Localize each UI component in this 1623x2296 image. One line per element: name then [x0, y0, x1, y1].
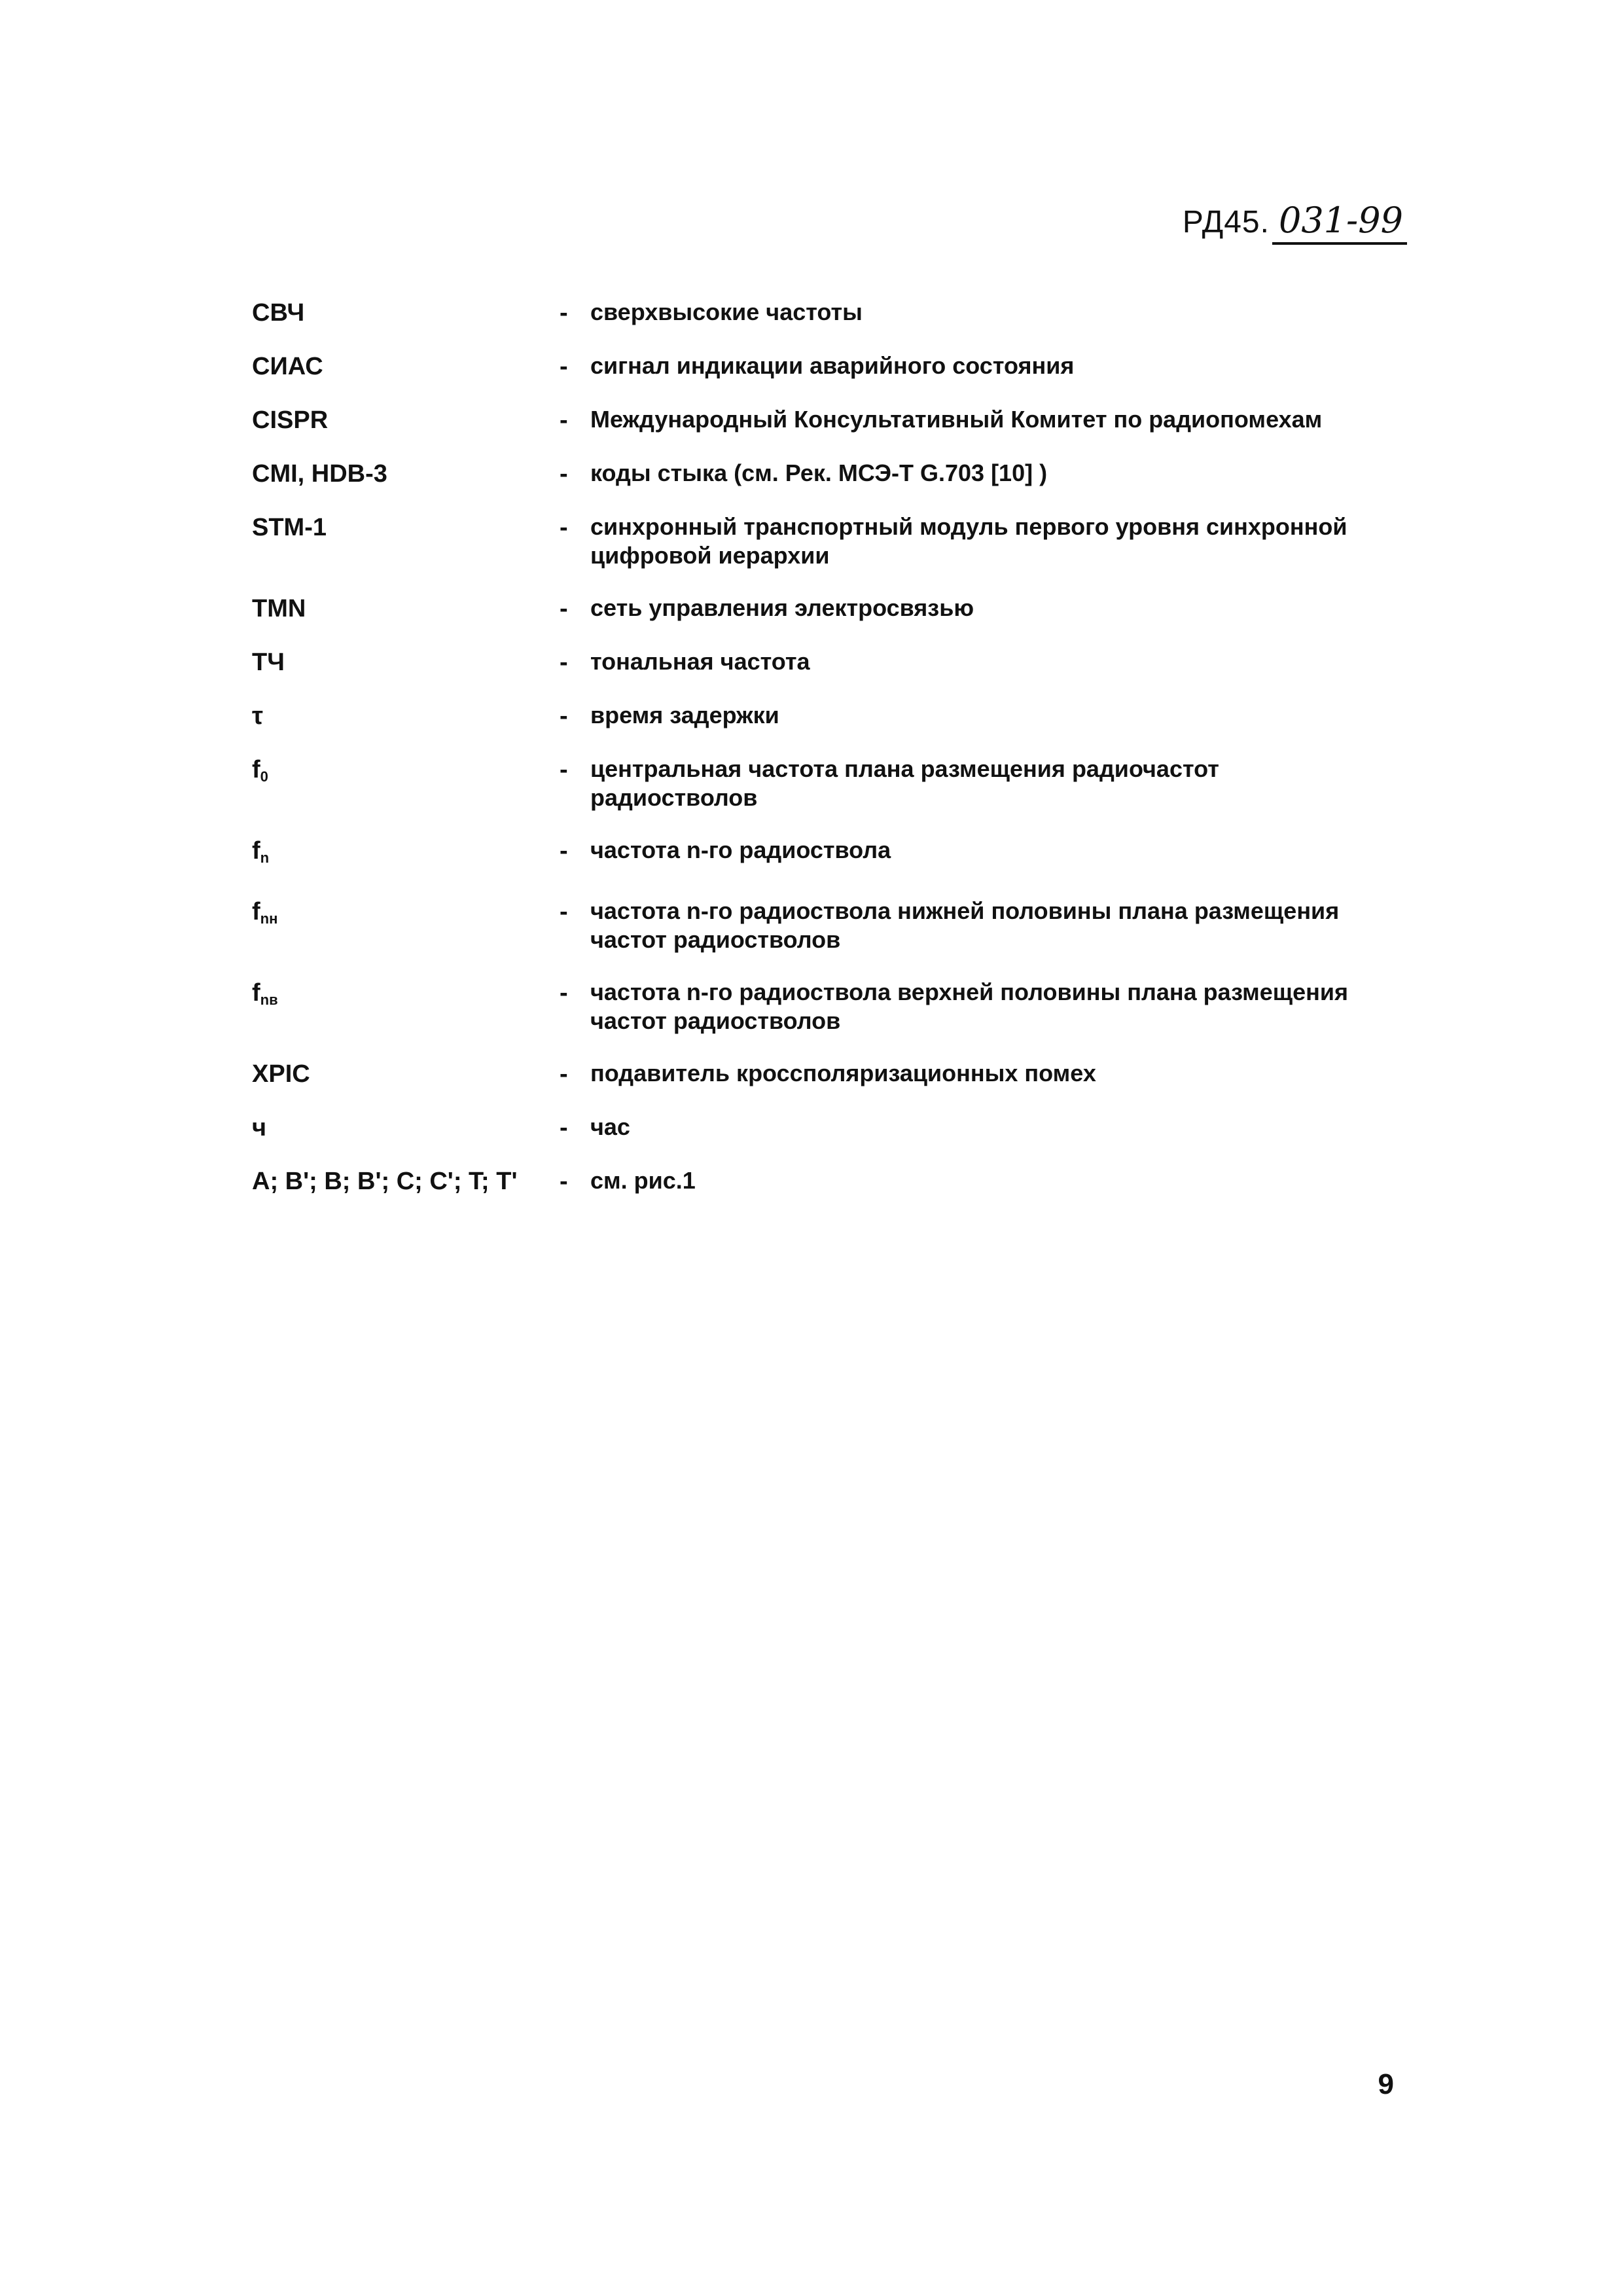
abbreviation-dash: -	[560, 595, 568, 622]
abbreviation-row	[252, 1166, 1378, 1196]
abbreviation-definition: центральная частота плана размещения радиочастот радиостволов	[590, 755, 1219, 811]
abbreviation-dash: -	[560, 299, 568, 327]
abbreviation-row	[252, 755, 1378, 812]
abbreviation-term: TMN	[252, 595, 306, 622]
page-number: 9	[1378, 2068, 1394, 2100]
term-symbol: f	[252, 837, 260, 865]
abbreviation-definition: коды стыка (см. Рек. МСЭ-Т G.703 [10] )	[590, 459, 1048, 486]
term-subscript: n	[260, 850, 270, 866]
abbreviation-dash: -	[560, 460, 568, 488]
abbreviation-definition: частота n-го радиоствола верхней половины плана размещения частот радиостволов	[590, 978, 1349, 1034]
abbreviation-row	[252, 351, 1378, 382]
abbreviation-row	[252, 405, 1378, 435]
term-symbol: f	[252, 979, 260, 1007]
abbreviation-definition: подавитель кроссполяризационных помех	[590, 1060, 1096, 1086]
abbreviation-definition: сеть управления электросвязью	[590, 594, 974, 621]
abbreviation-term: СВЧ	[252, 299, 305, 327]
abbreviation-row	[252, 459, 1378, 489]
abbreviation-row	[252, 594, 1378, 624]
abbreviation-row	[252, 298, 1378, 328]
abbreviation-row	[252, 897, 1378, 954]
abbreviation-definition: частота n-го радиоствола	[590, 836, 891, 863]
abbreviation-definition: Международный Консультативный Комитет по радиопомехам	[590, 406, 1323, 433]
abbreviation-row	[252, 512, 1378, 570]
abbreviation-definition: частота n-го радиоствола нижней половины плана размещения частот радиостволов	[590, 897, 1340, 953]
abbreviation-dash: -	[560, 1060, 568, 1088]
document-code-prefix: РД45.	[1182, 205, 1270, 240]
abbreviation-term: STM-1	[252, 514, 327, 541]
term-symbol: f	[252, 898, 260, 925]
abbreviation-definition: см. рис.1	[590, 1167, 696, 1194]
abbreviation-dash: -	[560, 649, 568, 676]
abbreviation-term	[252, 836, 560, 873]
term-symbol: f	[252, 756, 260, 783]
abbreviation-term	[252, 897, 560, 934]
abbreviation-term	[252, 755, 560, 792]
abbreviation-term: τ	[252, 702, 263, 730]
abbreviation-term: СИАС	[252, 353, 323, 380]
document-code-number: 031-99	[1272, 200, 1407, 245]
abbreviation-row	[252, 647, 1378, 677]
abbreviation-term: ТЧ	[252, 649, 285, 676]
abbreviation-row	[252, 836, 1378, 873]
abbreviation-term: CISPR	[252, 406, 329, 434]
abbreviation-definition: час	[590, 1113, 630, 1140]
abbreviation-dash: -	[560, 1114, 568, 1141]
abbreviation-row	[252, 978, 1378, 1035]
abbreviation-definition: сверхвысокие частоты	[590, 298, 863, 325]
abbreviation-term: A; B'; B; B'; C; C'; T; T'	[252, 1168, 518, 1195]
abbreviation-definition: время задержки	[590, 702, 779, 728]
abbreviation-dash: -	[560, 979, 568, 1007]
abbreviation-definition: тональная частота	[590, 648, 810, 675]
abbreviation-definition: синхронный транспортный модуль первого уровня синхронной цифровой иерархии	[590, 513, 1347, 569]
abbreviations-list	[252, 298, 1378, 1220]
term-subscript: nв	[260, 992, 278, 1008]
abbreviation-term	[252, 978, 560, 1015]
abbreviation-row	[252, 1059, 1378, 1089]
abbreviation-row	[252, 701, 1378, 731]
abbreviation-dash: -	[560, 756, 568, 783]
document-header	[1183, 200, 1407, 245]
abbreviation-term: ч	[252, 1114, 267, 1141]
abbreviation-dash: -	[560, 406, 568, 434]
term-subscript: nн	[260, 910, 278, 927]
abbreviation-dash: -	[560, 514, 568, 541]
abbreviation-definition: сигнал индикации аварийного состояния	[590, 352, 1075, 379]
abbreviation-dash: -	[560, 898, 568, 925]
abbreviation-dash: -	[560, 1168, 568, 1195]
abbreviation-dash: -	[560, 702, 568, 730]
abbreviation-row	[252, 1113, 1378, 1143]
abbreviation-dash: -	[560, 353, 568, 380]
abbreviation-dash: -	[560, 837, 568, 865]
term-subscript: 0	[260, 768, 268, 785]
abbreviation-term: XPIC	[252, 1060, 310, 1088]
abbreviation-term: CMI, HDB-3	[252, 460, 387, 488]
